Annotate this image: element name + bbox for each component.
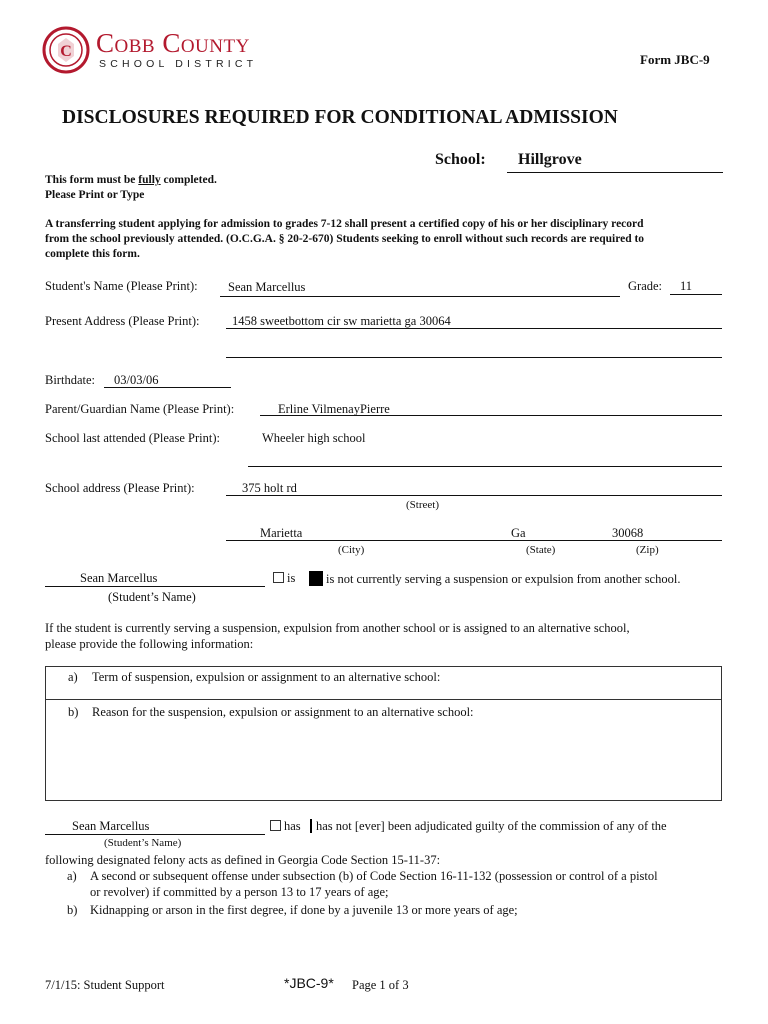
- felony-item-b-marker: b): [67, 903, 78, 917]
- felony-item-b-text: Kidnapping or arson in the first degree, if done by a juvenile 13 or more years of age;: [90, 903, 518, 917]
- last-school-label: School last attended (Please Print):: [45, 431, 220, 445]
- grade-value: 11: [680, 279, 693, 293]
- felony-has-not-option[interactable]: has not [ever] been adjudicated guilty of the commission of any of the: [310, 819, 667, 834]
- city-caption: (City): [338, 544, 365, 556]
- row-b-marker: b): [68, 705, 79, 719]
- student-name-label: Student's Name (Please Print):: [45, 279, 198, 293]
- school-street-field[interactable]: [226, 495, 722, 496]
- grade-label: Grade:: [628, 279, 663, 293]
- suspension-is-option[interactable]: is: [273, 571, 295, 586]
- grade-field[interactable]: [670, 294, 722, 295]
- school-label: School:: [435, 151, 486, 168]
- last-school-value: Wheeler high school: [262, 431, 366, 445]
- instruction-line-2: Please Print or Type: [45, 189, 145, 201]
- svg-text:C: C: [60, 43, 72, 60]
- zip-caption: (Zip): [636, 544, 659, 556]
- logo-subtitle: SCHOOL DISTRICT: [99, 58, 258, 70]
- suspension-student-name-field[interactable]: [45, 586, 265, 587]
- row-a-marker: a): [68, 670, 78, 684]
- suspension-reason-row[interactable]: [45, 699, 722, 801]
- row-a-text: Term of suspension, expulsion or assignment to an alternative school:: [92, 670, 441, 684]
- school-city-state-zip-field[interactable]: [226, 540, 722, 541]
- felony-intro: following designated felony acts as defined in Georgia Code Section 15-11-37:: [45, 853, 441, 867]
- felony-student-caption: (Student’s Name): [104, 837, 182, 849]
- felony-student-name: Sean Marcellus: [72, 819, 150, 833]
- school-state-value: Ga: [511, 526, 526, 540]
- felony-student-name-field[interactable]: [45, 834, 265, 835]
- birthdate-value: 03/03/06: [114, 373, 159, 387]
- instruction-line-1: This form must be fully completed.: [45, 174, 217, 186]
- school-city-value: Marietta: [260, 526, 303, 540]
- instruction-para-line-3: complete this form.: [45, 248, 140, 260]
- address-label: Present Address (Please Print):: [45, 314, 200, 328]
- form-id: Form JBC-9: [640, 52, 710, 67]
- suspension-intro-line-1: If the student is currently serving a suspension, expulsion from another school or is assigned to an alternative school,: [45, 621, 630, 635]
- footer-code: *JBC-9*: [284, 975, 334, 991]
- felony-item-a-marker: a): [67, 869, 77, 883]
- street-caption: (Street): [406, 499, 439, 511]
- school-field[interactable]: [507, 172, 723, 173]
- student-name-value: Sean Marcellus: [228, 280, 306, 294]
- page-title: DISCLOSURES REQUIRED FOR CONDITIONAL ADMISSION: [62, 107, 618, 128]
- felony-has-option[interactable]: has: [270, 819, 301, 834]
- is-checkbox[interactable]: [273, 572, 284, 583]
- last-school-field[interactable]: [248, 466, 722, 467]
- has-not-marker[interactable]: [310, 819, 312, 833]
- suspension-student-caption: (Student’s Name): [108, 590, 196, 604]
- has-checkbox[interactable]: [270, 820, 281, 831]
- footer-page: Page 1 of 3: [352, 978, 409, 992]
- school-value: Hillgrove: [518, 151, 582, 168]
- birthdate-label: Birthdate:: [45, 373, 95, 387]
- suspension-term-row[interactable]: [45, 666, 722, 700]
- suspension-intro-line-2: please provide the following information:: [45, 637, 254, 651]
- felony-item-a-line-1: A second or subsequent offense under subsection (b) of Code Section 16-11-132 (possession or control of a pistol: [90, 869, 658, 883]
- suspension-student-name: Sean Marcellus: [80, 571, 158, 585]
- guardian-value: Erline VilmenayPierre: [278, 402, 390, 416]
- state-caption: (State): [526, 544, 556, 556]
- instruction-para-line-1: A transferring student applying for admission to grades 7-12 shall present a certified copy of his or her disciplinary record: [45, 218, 644, 230]
- district-logo: [42, 26, 292, 78]
- row-b-text: Reason for the suspension, expulsion or assignment to an alternative school:: [92, 705, 474, 719]
- instruction-para-line-2: from the school previously attended. (O.C.G.A. § 20-2-670) Students seeking to enroll without such records are required to: [45, 233, 645, 245]
- address-field-line-2[interactable]: [226, 357, 722, 358]
- logo-title: Cobb County: [96, 28, 250, 58]
- footer-left: 7/1/15: Student Support: [45, 978, 165, 992]
- suspension-is-not-option[interactable]: is not currently serving a suspension or expulsion from another school.: [309, 571, 680, 587]
- address-value: 1458 sweetbottom cir sw marietta ga 30064: [232, 314, 451, 328]
- school-zip-value: 30068: [612, 526, 644, 540]
- district-seal-icon: [42, 26, 90, 74]
- guardian-label: Parent/Guardian Name (Please Print):: [45, 402, 235, 416]
- student-name-field[interactable]: [220, 296, 620, 297]
- felony-item-a-line-2: or revolver) if committed by a person 13 to 17 years of age;: [90, 885, 389, 899]
- school-address-label: School address (Please Print):: [45, 481, 195, 495]
- is-not-checkbox-checked[interactable]: [309, 571, 323, 586]
- school-street-value: 375 holt rd: [242, 481, 297, 495]
